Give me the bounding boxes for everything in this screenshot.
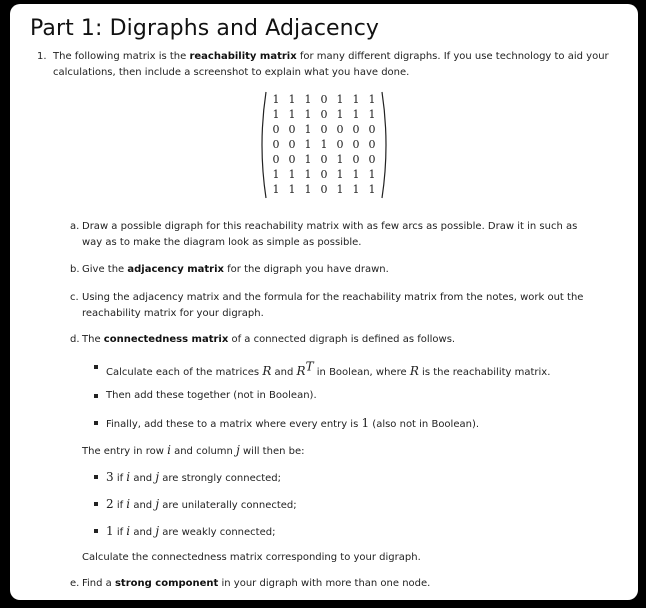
part-a-text: Draw a possible digraph for this reachability matrix with as few arcs as possible. Draw it in such as way as to make the diagram look as simple as possible. xyxy=(82,221,578,248)
matrix-cell: 1 xyxy=(272,183,280,196)
matrix-cell: 0 xyxy=(320,123,328,136)
bullet-icon xyxy=(94,365,98,369)
question-1 xyxy=(37,49,617,81)
bullet-icon xyxy=(94,394,98,398)
connect-bullet-strong: 3 if i and j are strongly connected; xyxy=(94,469,281,487)
entry-line: The entry in row i and column j will then be: xyxy=(82,443,305,457)
matrix-cell: 0 xyxy=(272,153,280,166)
matrix-cell: 1 xyxy=(368,168,376,181)
matrix-cell: 1 xyxy=(368,93,376,106)
part-b-text: Give the adjacency matrix for the digraph you have drawn. xyxy=(82,264,389,275)
reachability-matrix xyxy=(256,90,392,200)
matrix-cell: 1 xyxy=(304,123,312,136)
d-bullet-1: Calculate each of the matrices R and $R^T$ in Boolean, where R is the reachability matrix. xyxy=(94,359,550,381)
part-b: b. Give the adjacency matrix for the digraph you have drawn. xyxy=(70,262,600,278)
matrix-cell: 1 xyxy=(352,108,360,121)
d-bullet-2: Then add these together (not in Boolean). xyxy=(94,388,317,404)
page-title: Part 1: Digraphs and Adjacency xyxy=(30,16,380,41)
matrix-cell: 1 xyxy=(336,108,344,121)
d-bullet-3: Finally, add these to a matrix where every entry is 1 (also not in Boolean). xyxy=(94,415,479,433)
bold-term: connectedness matrix xyxy=(103,334,229,345)
bold-term: reachability matrix xyxy=(189,51,297,62)
matrix-cell: 0 xyxy=(288,123,296,136)
matrix-cell: 1 xyxy=(304,153,312,166)
matrix-cell: 0 xyxy=(352,123,360,136)
matrix-cell: 1 xyxy=(304,93,312,106)
matrix-cell: 1 xyxy=(272,93,280,106)
bullet-icon xyxy=(94,475,98,479)
matrix-cell: 1 xyxy=(368,183,376,196)
bold-term: adjacency matrix xyxy=(127,264,224,275)
matrix-cell: 0 xyxy=(368,123,376,136)
matrix-cell: 1 xyxy=(368,108,376,121)
matrix-cell: 0 xyxy=(320,108,328,121)
part-c: c. Using the adjacency matrix and the formula for the reachability matrix from the notes, work out the reachability matrix for your digraph. xyxy=(70,290,600,322)
matrix-cell: 0 xyxy=(352,138,360,151)
matrix-cell: 1 xyxy=(336,93,344,106)
connect-bullet-weak: 1 if i and j are weakly connected; xyxy=(94,523,275,541)
document-page xyxy=(10,4,638,600)
part-a: a. Draw a possible digraph for this reachability matrix with as few arcs as possible. Draw it in such as way as to make the diagram look as simple as possible. xyxy=(70,219,600,251)
matrix-cell: 1 xyxy=(352,168,360,181)
question-number: 1. xyxy=(37,51,47,62)
matrix-cell: 1 xyxy=(288,183,296,196)
matrix-cell: 0 xyxy=(368,138,376,151)
calc-line: Calculate the connectedness matrix corresponding to your digraph. xyxy=(82,552,421,563)
matrix-cell: 0 xyxy=(336,123,344,136)
matrix-cell: 1 xyxy=(304,108,312,121)
matrix-cell: 0 xyxy=(352,153,360,166)
matrix-cell: 1 xyxy=(336,183,344,196)
matrix-cell: 1 xyxy=(352,183,360,196)
part-e: e. Find a strong component in your digraph with more than one node. xyxy=(70,576,600,592)
matrix-cell: 1 xyxy=(352,93,360,106)
matrix-cell: 1 xyxy=(288,168,296,181)
matrix-cell: 1 xyxy=(304,168,312,181)
matrix-cell: 0 xyxy=(336,138,344,151)
matrix-cell: 1 xyxy=(336,153,344,166)
matrix-cell: 1 xyxy=(304,183,312,196)
part-e-text: Find a strong component in your digraph with more than one node. xyxy=(82,578,431,589)
matrix-cell: 0 xyxy=(272,138,280,151)
matrix-cell: 0 xyxy=(368,153,376,166)
matrix-cell: 0 xyxy=(272,123,280,136)
matrix-cell: 1 xyxy=(288,93,296,106)
left-parenthesis xyxy=(256,90,268,200)
bullet-icon xyxy=(94,529,98,533)
matrix-cell: 0 xyxy=(320,183,328,196)
matrix-cell: 1 xyxy=(272,168,280,181)
matrix-cell: 1 xyxy=(272,108,280,121)
matrix-cell: 0 xyxy=(320,93,328,106)
matrix-cell: 0 xyxy=(320,153,328,166)
bold-term: strong component xyxy=(114,578,219,589)
bullet-icon xyxy=(94,502,98,506)
connect-bullet-unilateral: 2 if i and j are unilaterally connected; xyxy=(94,496,297,514)
matrix-cell: 1 xyxy=(320,138,328,151)
matrix-cell: 0 xyxy=(320,168,328,181)
matrix-cell: 0 xyxy=(288,153,296,166)
right-parenthesis xyxy=(380,90,392,200)
part-c-text: Using the adjacency matrix and the formula for the reachability matrix from the notes, work out the reachability matrix for your digraph. xyxy=(82,292,584,319)
question-text: The following matrix is the reachability matrix for many different digraphs. If you use technology to aid your calculations, then include a screenshot to explain what you have done. xyxy=(53,51,609,78)
matrix-cell: 1 xyxy=(288,108,296,121)
matrix-grid xyxy=(268,92,380,197)
matrix-cell: 0 xyxy=(288,138,296,151)
part-d-text: The connectedness matrix of a connected digraph is defined as follows. xyxy=(82,334,456,345)
part-d: d. The connectedness matrix of a connected digraph is defined as follows. xyxy=(70,332,600,348)
matrix-cell: 1 xyxy=(336,168,344,181)
matrix-cell: 1 xyxy=(304,138,312,151)
bullet-icon xyxy=(94,421,98,425)
